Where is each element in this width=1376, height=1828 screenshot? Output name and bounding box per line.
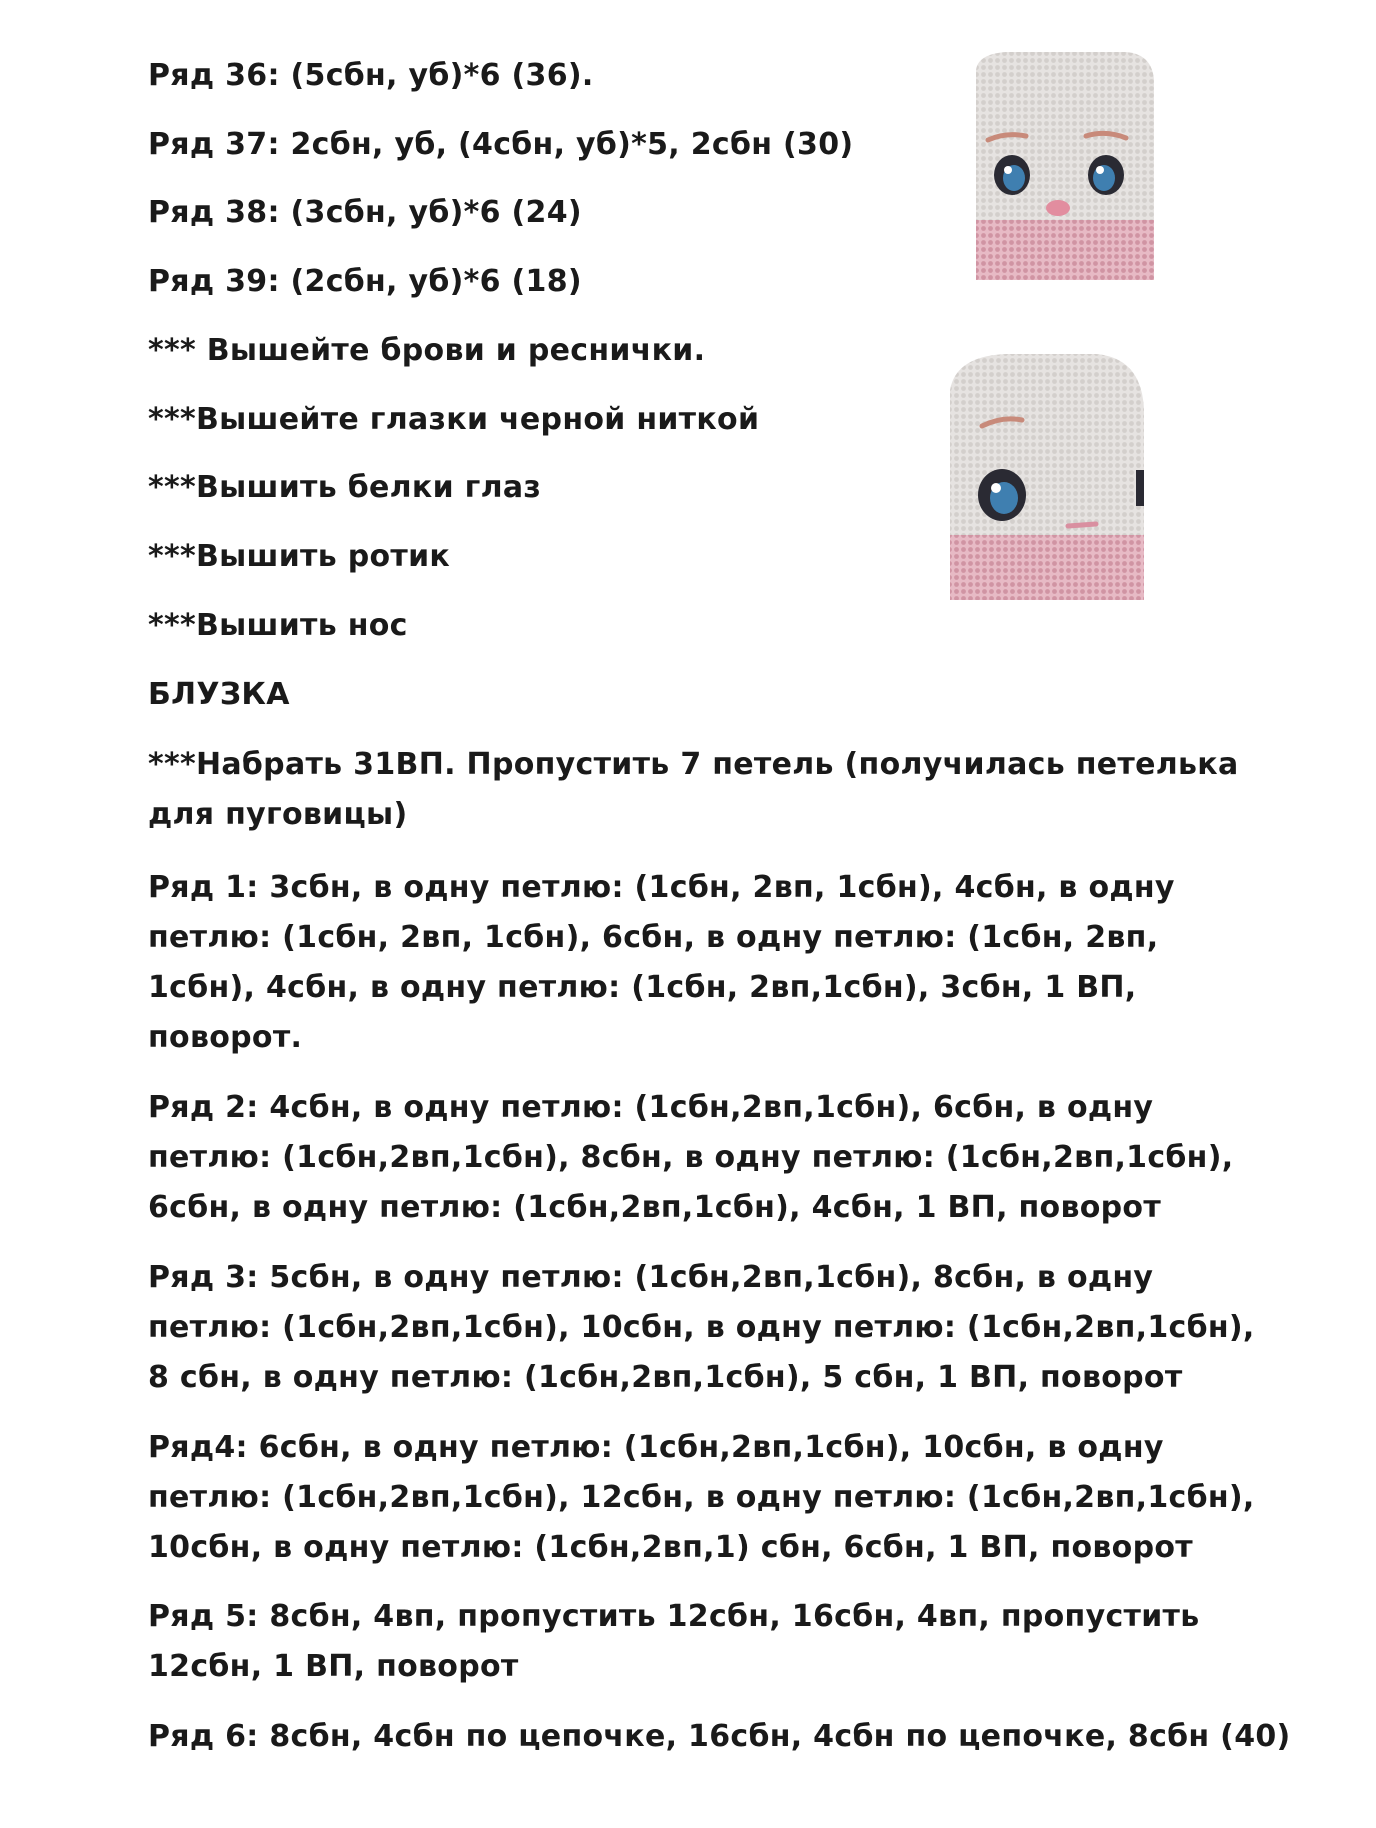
eye-highlight [991, 483, 1001, 493]
blouse-row-1 [148, 863, 1268, 1063]
blouse-row-line: Ряд 2: 4сбн, в одну петлю: (1сбн,2вп,1сбн), 6сбн, в одну [148, 1090, 1154, 1125]
pink-blouse-band [950, 535, 1144, 600]
blouse-intro [148, 740, 1268, 840]
blouse-row-line: 1сбн), 4сбн, в одну петлю: (1сбн, 2вп,1сбн), 3сбн, 1 ВП, [148, 970, 1137, 1005]
blouse-row-3 [148, 1253, 1268, 1403]
blouse-row-line: петлю: (1сбн,2вп,1сбн), 10сбн, в одну петлю: (1сбн,2вп,1сбн), [148, 1310, 1255, 1345]
blouse-row-line: петлю: (1сбн,2вп,1сбн), 8сбн, в одну петлю: (1сбн,2вп,1сбн), [148, 1140, 1234, 1175]
right-eye-highlight [1096, 166, 1104, 174]
blouse-intro-line: ***Набрать 31ВП. Пропустить 7 петель (получилась петелька [148, 747, 1239, 782]
blouse-row-line: Ряд 5: 8сбн, 4вп, пропустить 12сбн, 16сбн, 4вп, пропустить [148, 1599, 1200, 1634]
head-row-36: Ряд 36: (5сбн, уб)*6 (36). [148, 58, 594, 93]
doll-head-photo-front [966, 50, 1156, 287]
blouse-row-line: петлю: (1сбн, 2вп, 1сбн), 6сбн, в одну петлю: (1сбн, 2вп, [148, 920, 1159, 955]
doll-head-front-illustration [966, 50, 1156, 287]
instruction-mouth: ***Вышить ротик [148, 539, 451, 574]
blouse-row-2 [148, 1083, 1268, 1233]
instruction-brows: *** Вышейте брови и реснички. [148, 333, 706, 368]
blouse-row-line: Ряд4: 6сбн, в одну петлю: (1сбн,2вп,1сбн), 10сбн, в одну [148, 1430, 1164, 1465]
blouse-row-6 [148, 1712, 1291, 1762]
blouse-row-line: петлю: (1сбн,2вп,1сбн), 12сбн, в одну петлю: (1сбн,2вп,1сбн), [148, 1480, 1255, 1515]
blouse-row-line: поворот. [148, 1020, 303, 1055]
blouse-row-line: Ряд 6: 8сбн, 4сбн по цепочке, 16сбн, 4сбн по цепочке, 8сбн (40) [148, 1719, 1291, 1754]
instruction-eye-whites: ***Вышить белки глаз [148, 470, 542, 505]
instruction-nose: ***Вышить нос [148, 608, 408, 643]
blouse-row-line: 10сбн, в одну петлю: (1сбн,2вп,1) сбн, 6сбн, 1 ВП, поворот [148, 1530, 1193, 1565]
head-row-37: Ряд 37: 2сбн, уб, (4сбн, уб)*5, 2сбн (30) [148, 127, 854, 162]
blouse-row-4 [148, 1423, 1268, 1573]
doll-head-side-illustration [946, 350, 1146, 603]
blouse-row-5 [148, 1592, 1268, 1692]
blouse-title: БЛУЗКА [148, 677, 290, 712]
blouse-row-line: 6сбн, в одну петлю: (1сбн,2вп,1сбн), 4сбн, 1 ВП, поворот [148, 1190, 1162, 1225]
head-row-39: Ряд 39: (2сбн, уб)*6 (18) [148, 264, 582, 299]
blouse-row-line: 8 сбн, в одну петлю: (1сбн,2вп,1сбн), 5 сбн, 1 ВП, поворот [148, 1360, 1183, 1395]
blouse-row-line: 12сбн, 1 ВП, поворот [148, 1649, 519, 1684]
blouse-row-line: Ряд 3: 5сбн, в одну петлю: (1сбн,2вп,1сбн), 8сбн, в одну [148, 1260, 1154, 1295]
head-row-38: Ряд 38: (3сбн, уб)*6 (24) [148, 195, 582, 230]
blouse-row-line: Ряд 1: 3сбн, в одну петлю: (1сбн, 2вп, 1сбн), 4сбн, в одну [148, 870, 1175, 905]
doll-head-photo-side [946, 350, 1146, 603]
left-eye-highlight [1004, 166, 1012, 174]
mouth [1068, 524, 1096, 526]
blouse-intro-line: для пуговицы) [148, 797, 408, 832]
instruction-eyes: ***Вышейте глазки черной ниткой [148, 402, 760, 437]
pink-blouse-band [976, 220, 1154, 280]
nose [1046, 200, 1070, 216]
far-eye-edge [1136, 470, 1144, 506]
